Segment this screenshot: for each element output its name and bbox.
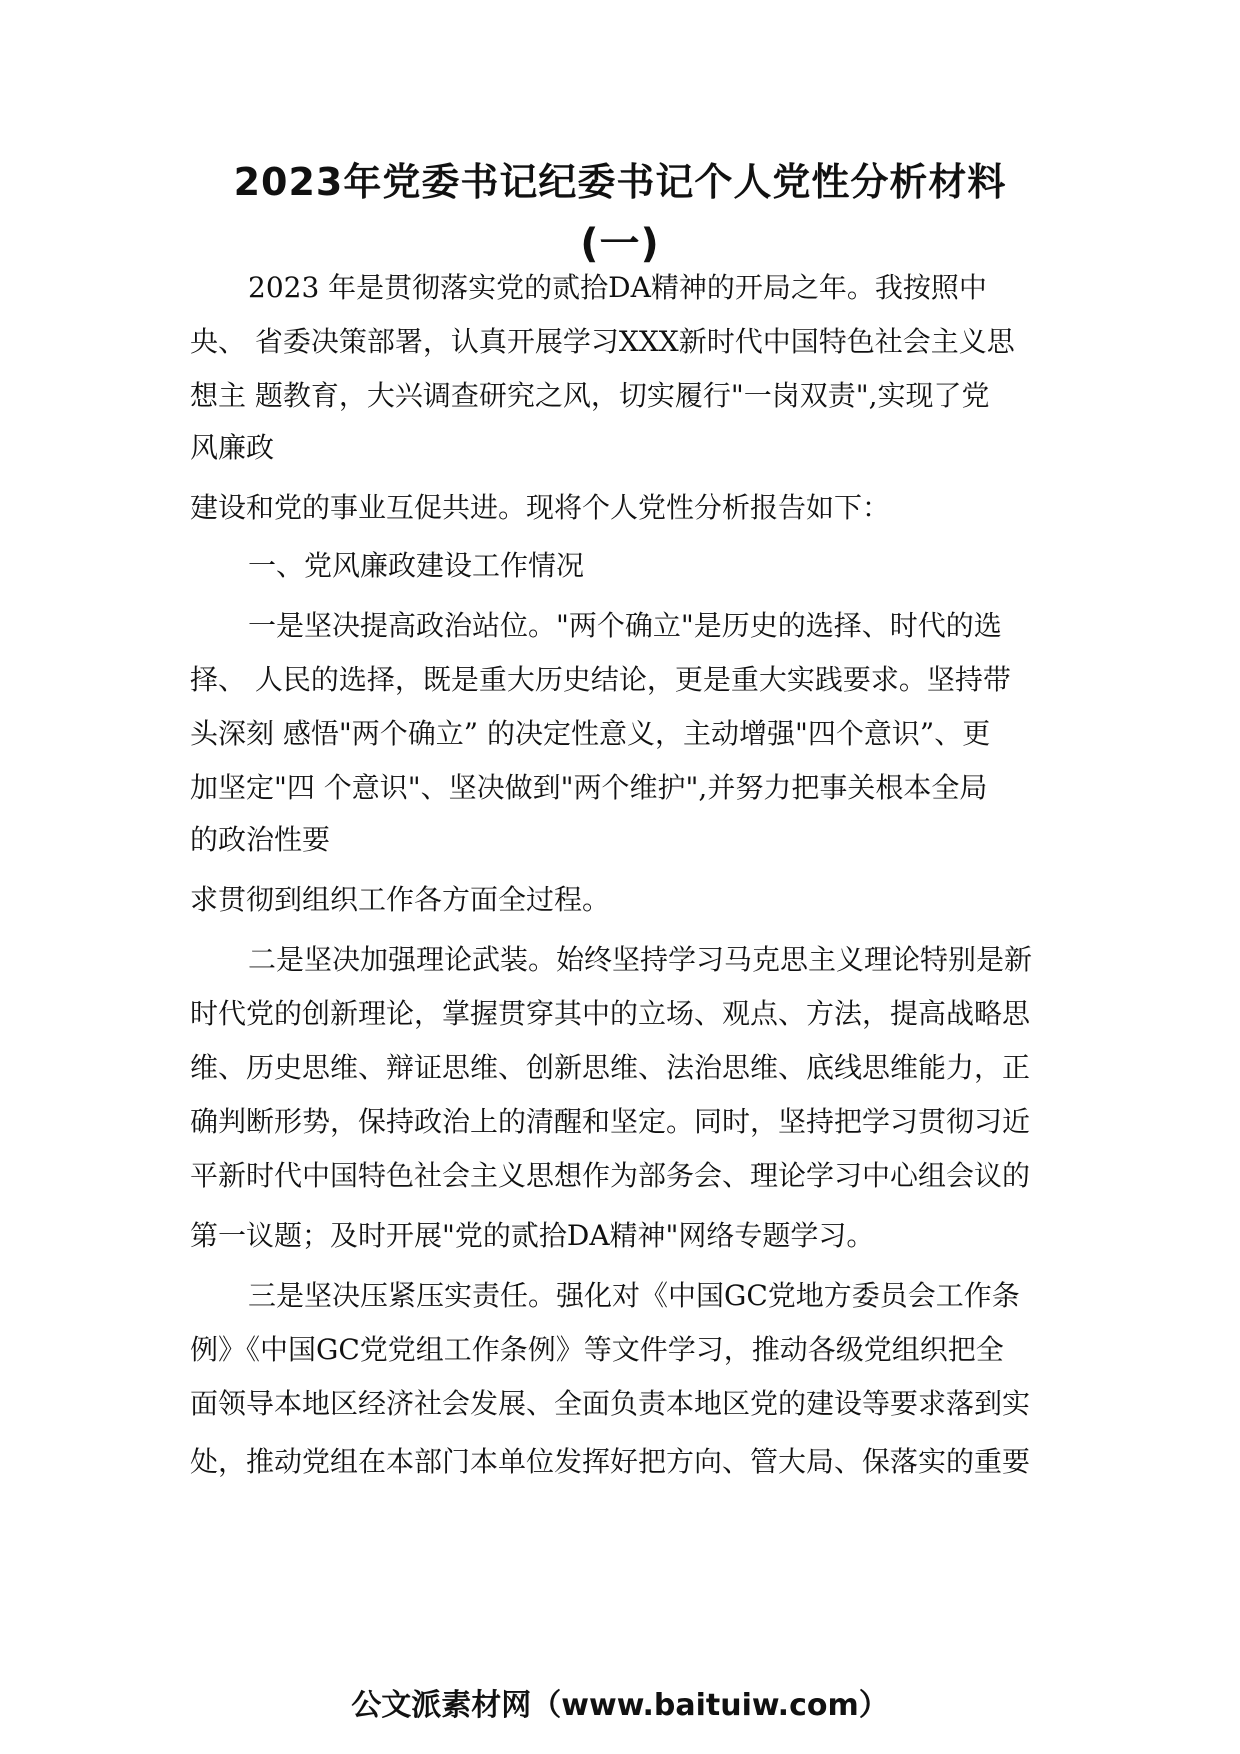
text-line: 求贯彻到组织工作各方面全过程。 [190, 883, 611, 916]
document-title-line2: (一) [580, 221, 660, 267]
text-line: 央、 省委决策部署，认真开展学习XXX新时代中国特色社会主义思 [190, 325, 1015, 358]
text-line: 的政治性要 [190, 823, 331, 856]
text-line: 2023 年是贯彻落实党的贰拾DA精神的开局之年。我按照中 [248, 271, 987, 304]
text-line: 三是坚决压紧压实责任。强化对《中国GC党地方委员会工作条 [248, 1279, 1020, 1312]
footer-watermark: 公文派素材网（www.baituiw.com） [351, 1688, 889, 1723]
text-line: 维、历史思维、辩证思维、创新思维、法治思维、底线思维能力，正 [190, 1051, 1031, 1084]
text-line: 建设和党的事业互促共进。现将个人党性分析报告如下： [190, 491, 891, 524]
text-line: 一是坚决提高政治站位。"两个确立"是历史的选择、时代的选 [248, 609, 1002, 642]
text-line: 处，推动党组在本部门本单位发挥好把方向、管大局、保落实的重要 [190, 1445, 1031, 1478]
text-line: 二是坚决加强理论武装。始终坚持学习马克思主义理论特别是新 [248, 943, 1033, 976]
text-line: 头深刻 感悟"两个确立” 的决定性意义，主动增强"四个意识”、更 [190, 717, 991, 750]
text-line: 面领导本地区经济社会发展、全面负责本地区党的建设等要求落到实 [190, 1387, 1031, 1420]
text-line: 确判断形势，保持政治上的清醒和坚定。同时，坚持把学习贯彻习近 [190, 1105, 1031, 1138]
text-line: 风廉政 [190, 431, 275, 464]
text-line: 时代党的创新理论，掌握贯穿其中的立场、观点、方法，提高战略思 [190, 997, 1031, 1030]
text-line: 第一议题；及时开展"党的贰拾DA精神"网络专题学习。 [190, 1219, 875, 1252]
text-line: 平新时代中国特色社会主义思想作为部务会、理论学习中心组会议的 [190, 1159, 1031, 1192]
document-title-line1: 2023年党委书记纪委书记个人党性分析材料 [233, 160, 1007, 204]
text-line: 想主 题教育，大兴调查研究之风，切实履行"一岗双责",实现了党 [190, 379, 990, 412]
text-line: 加坚定"四 个意识"、坚决做到"两个维护",并努力把事关根本全局 [190, 771, 988, 804]
text-line: 例》《中国GC党党组工作条例》等文件学习，推动各级党组织把全 [190, 1333, 1004, 1366]
section-heading: 一、党风廉政建设工作情况 [248, 549, 585, 582]
text-line: 择、 人民的选择，既是重大历史结论，更是重大实践要求。坚持带 [190, 663, 1011, 696]
